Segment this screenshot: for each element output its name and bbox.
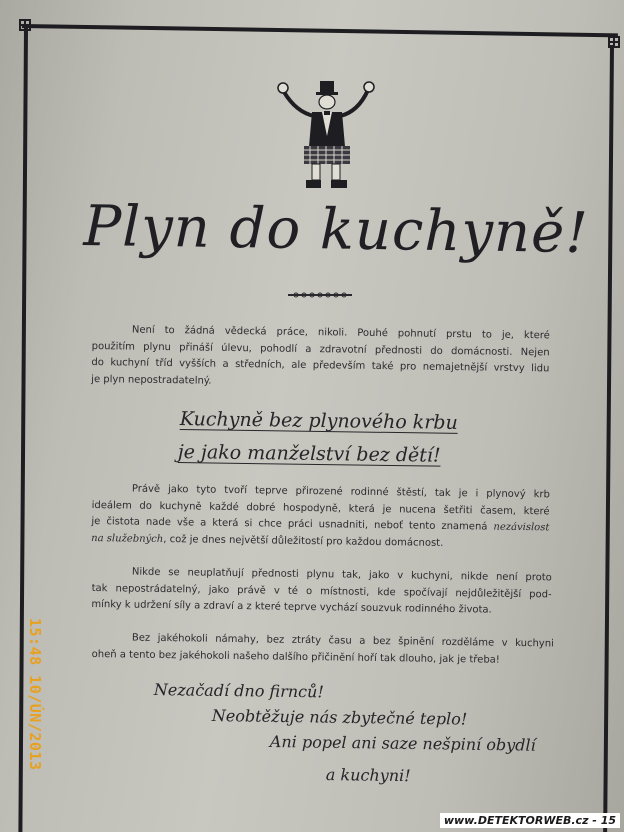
corner-ornament-top-left	[19, 19, 31, 31]
headline-title: Plyn do kuchyně!	[83, 194, 590, 267]
paragraph-line: ideálem do kuchyně každé dobré hospodyně, která je nucena šetřiti časem, které	[91, 499, 550, 517]
paragraph-line: Právě jako tyto tvoří teprve přirozené rodinné štěstí, tak je i plynový krb	[131, 483, 550, 501]
cheering-man-illustration	[274, 78, 378, 194]
corner-ornament-top-right	[608, 36, 620, 48]
emphasis-text: na služebných	[91, 532, 164, 545]
paragraph-text: , což je dnes největší důležitostí pro každou domácnost.	[163, 533, 444, 549]
paragraph-line: Bez jakéhokoli námahy, bez ztráty času a bez špinění rozděláme v kuchyni	[131, 632, 554, 650]
closing-line-3: Ani popel ani saze nešpiní obydlí	[269, 732, 536, 755]
fire-paragraph	[92, 630, 554, 669]
paragraph-line: je plyn nepostradatelný.	[91, 373, 212, 387]
paragraph-line: Není to žádná vědecká práce, nikoli. Pouhé pohnutí prstu to je, které	[131, 324, 550, 342]
benefits-paragraph	[91, 481, 550, 553]
source-watermark: www.DETEKTORWEB.cz - 15	[440, 813, 620, 828]
closing-line-1: Nezačadí dno firnců!	[153, 680, 324, 702]
paragraph-text: je čistota nade vše a která si chce práci usnadniti, neboť tento znamená	[91, 515, 488, 533]
motto-line-1: Kuchyně bez plynového krbu	[179, 408, 458, 434]
photo-date-stamp: 15:48 10/ÚN/2013	[26, 618, 44, 771]
closing-line-2: Neobtěžuje nás zbytečné teplo!	[211, 706, 468, 729]
motto-line-2: je jako manželství bez dětí!	[177, 441, 441, 467]
paragraph-line: oheň a tento bez jakéhokoli našeho dalšího přičinění hoří tak dlouho, jak je třeba!	[91, 648, 500, 666]
kitchen-paragraph	[91, 564, 552, 620]
paragraph-line: Nikde se neuplatňují přednosti plynu tak, jako v kuchyni, nikde není proto	[131, 566, 552, 584]
decorative-divider	[288, 292, 352, 298]
paragraph-line: mínky k udržení síly a zdraví a z které teprve vychází souzvuk rodinného života.	[91, 598, 492, 616]
frame-top-border	[22, 24, 618, 37]
paragraph-line: do kuchyní tříd vyšších a středních, ale především také pro nemajetnější vrstvy lidu	[91, 356, 550, 375]
closing-line-4: a kuchyni!	[325, 765, 411, 786]
frame-right-border	[603, 45, 614, 832]
paragraph-line: tak nepostrádatelný, jako právě v té o místnosti, kde spočívají nejdůležitější pod-	[91, 582, 552, 600]
paragraph-line: použitím plynu přináší úlevu, pohodlí a zdravotní přednosti do domácnosti. Nejen	[91, 340, 550, 358]
intro-paragraph	[91, 322, 550, 394]
emphasis-text: nezávislost	[493, 521, 550, 534]
